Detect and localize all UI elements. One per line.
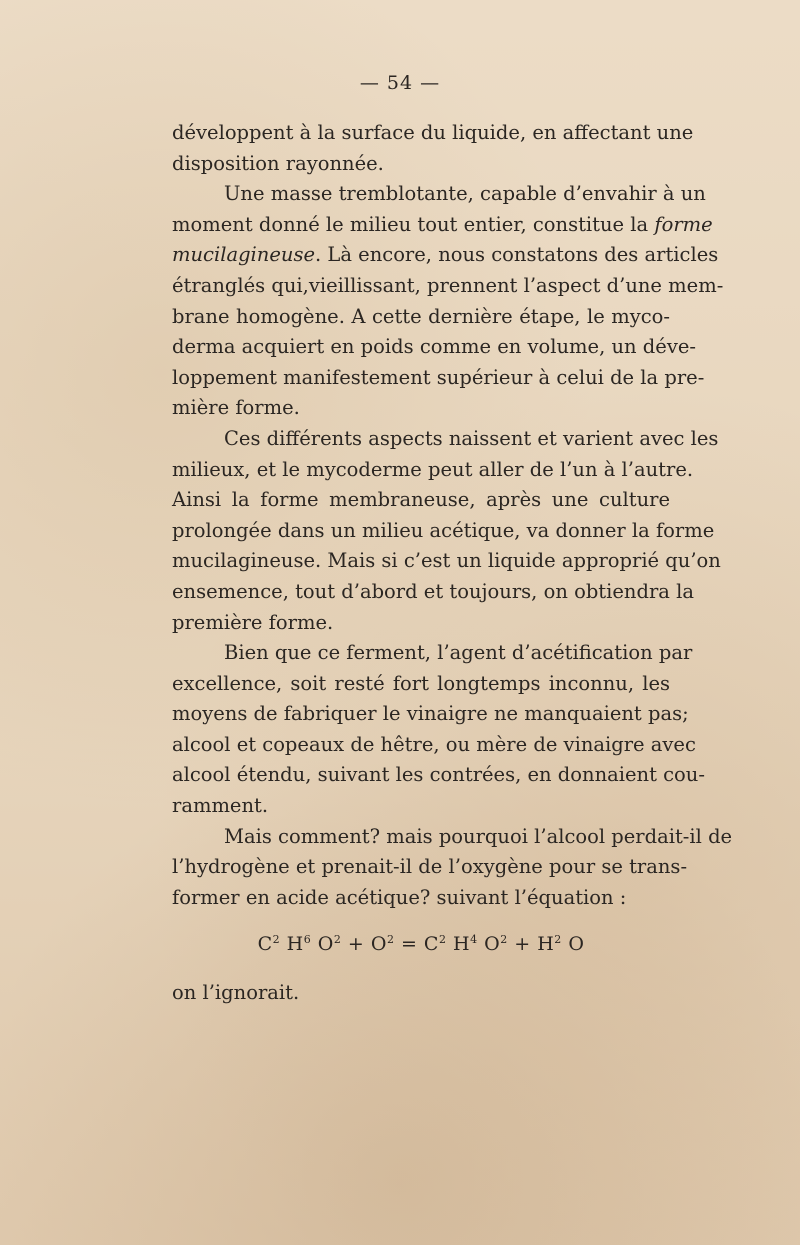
text-line: [172, 240, 719, 271]
text-line: former en acide acétique? suivant l’équation :: [172, 885, 627, 909]
text-line: Bien que ce ferment, l’agent d’acétification par: [224, 641, 693, 665]
text-line: prolongée dans un milieu acétique, va donner la forme: [172, 518, 715, 542]
text-fragment: moment donné le milieu tout entier, constitue la: [172, 212, 649, 236]
text-line: première forme.: [172, 610, 334, 634]
text-line: mucilagineuse. Mais si c’est un liquide approprié qu’on: [172, 549, 721, 573]
text-line: Une masse tremblotante, capable d’envahir à un: [224, 182, 706, 206]
text-line: moyens de fabriquer le vinaigre ne manquaient pas;: [172, 702, 689, 726]
text-line: développent à la surface du liquide, en affectant une: [172, 121, 694, 144]
italic-term: forme: [654, 212, 713, 236]
page-number: — 54 —: [359, 72, 441, 94]
text-line: derma acquiert en poids comme en volume, un déve-: [172, 335, 696, 359]
text-line: Mais comment? mais pourquoi l’alcool perdait-il de: [224, 824, 733, 848]
text-line: loppement manifestement supérieur à celui de la pre-: [172, 365, 705, 389]
body-text: [172, 118, 733, 1009]
text-fragment: . Là encore, nous constatons des articles: [315, 243, 719, 267]
italic-term: mucilagineuse: [172, 243, 315, 267]
text-line: Ces différents aspects naissent et varient avec les: [224, 426, 719, 450]
text-line: [172, 210, 713, 241]
text-line: disposition rayonnée.: [172, 151, 384, 175]
text-line: on l’ignorait.: [172, 981, 300, 1005]
text-line: Ainsi la forme membraneuse, après une culture: [172, 488, 670, 512]
text-line: ramment.: [172, 794, 269, 818]
text-line: brane homogène. A cette dernière étape, le myco-: [172, 304, 670, 328]
text-line: milieux, et le mycoderme peut aller de l’un à l’autre.: [172, 457, 694, 481]
text-line: alcool et copeaux de hêtre, ou mère de vinaigre avec: [172, 732, 696, 756]
text-line: mière forme.: [172, 396, 300, 420]
text-line: excellence, soit resté fort longtemps inconnu, les: [172, 671, 670, 695]
chemical-equation: $C^2$ $H^6$ $O^2 + O^2 = C^2$ $H^4$ $O^2 + H^2$ O: [257, 933, 585, 956]
text-line: l’hydrogène et prenait-il de l’oxygène pour se trans-: [172, 855, 688, 879]
text-line: ensemence, tout d’abord et toujours, on obtiendra la: [172, 579, 694, 603]
text-line: alcool étendu, suivant les contrées, en donnaient cou-: [172, 763, 705, 787]
text-line: étranglés qui,vieillissant, prennent l’aspect d’une mem-: [172, 273, 724, 297]
